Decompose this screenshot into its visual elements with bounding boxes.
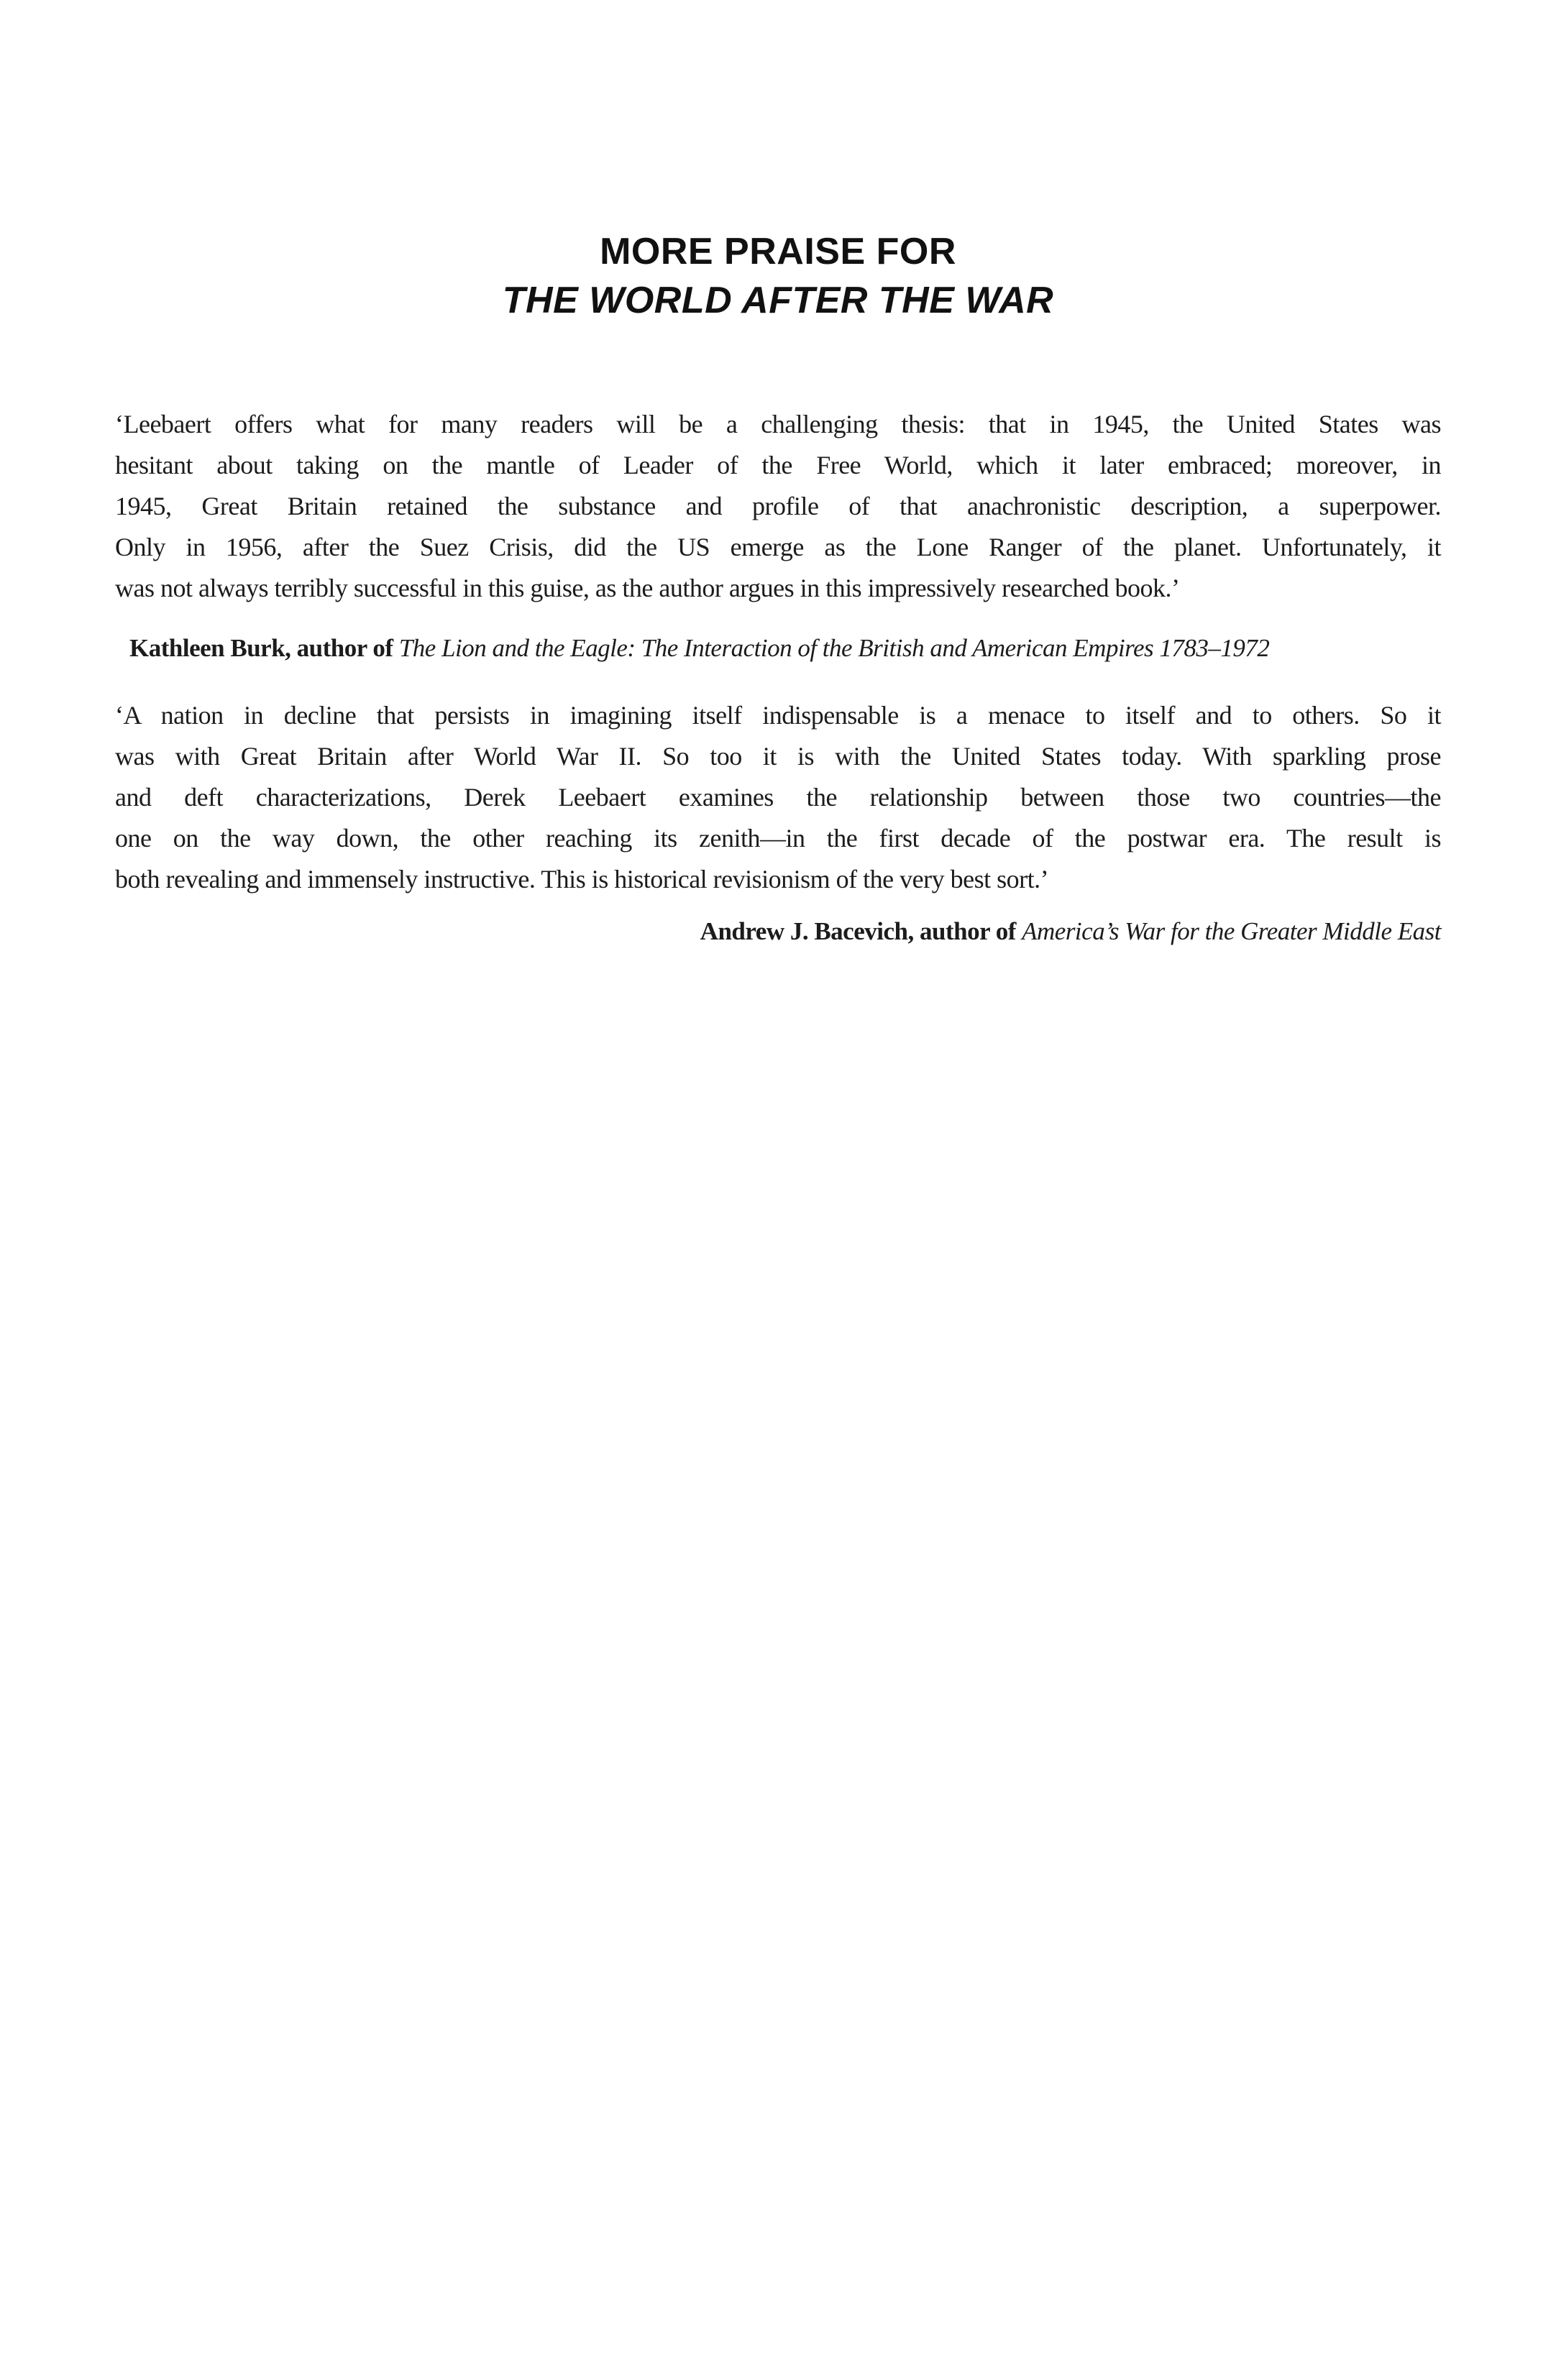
- quote-line: was with Great Britain after World War II. So too it is with the United States today. With sparkling prose: [115, 742, 1441, 771]
- reviewer-name: Andrew J. Bacevich, author of: [700, 917, 1022, 945]
- quote-line: ‘A nation in decline that persists in imagining itself indispensable is a menace to itself and to others. So it: [115, 701, 1441, 730]
- review-quote: [115, 695, 1441, 900]
- quote-line: both revealing and immensely instructive. This is historical revisionism of the very best sort.’: [115, 865, 1049, 893]
- review-attribution: [115, 628, 1441, 668]
- reviewed-work-title: The Lion and the Eagle: The Interaction of the British and American Empires 1783–1972: [398, 634, 1270, 662]
- page-header: [115, 0, 1441, 325]
- reviewer-name: Kathleen Burk, author of: [129, 634, 399, 662]
- reviewed-work-title: America’s War for the Greater Middle East: [1022, 917, 1441, 945]
- quote-line: ‘Leebaert offers what for many readers will be a challenging thesis: that in 1945, the United States was: [115, 410, 1441, 438]
- review-block-andrew-bacevich: [115, 695, 1441, 952]
- review-attribution: [115, 911, 1441, 952]
- quote-line: was not always terribly successful in this guise, as the author argues in this impressively researched book.’: [115, 574, 1180, 602]
- review-block-kathleen-burk: [115, 404, 1441, 668]
- quote-line: and deft characterizations, Derek Leebaert examines the relationship between those two countries—the: [115, 783, 1441, 812]
- quote-line: Only in 1956, after the Suez Crisis, did the US emerge as the Lone Ranger of the planet. Unfortunately, it: [115, 533, 1441, 561]
- quote-line: one on the way down, the other reaching its zenith—in the first decade of the postwar era. The result is: [115, 824, 1441, 853]
- quote-line: 1945, Great Britain retained the substance and profile of that anachronistic description, a superpower.: [115, 492, 1441, 520]
- praise-heading: MORE PRAISE FOR: [600, 231, 956, 272]
- book-title-heading: THE WORLD AFTER THE WAR: [502, 280, 1054, 321]
- review-quote: [115, 404, 1441, 609]
- quote-line: hesitant about taking on the mantle of Leader of the Free World, which it later embraced; moreover, in: [115, 451, 1441, 479]
